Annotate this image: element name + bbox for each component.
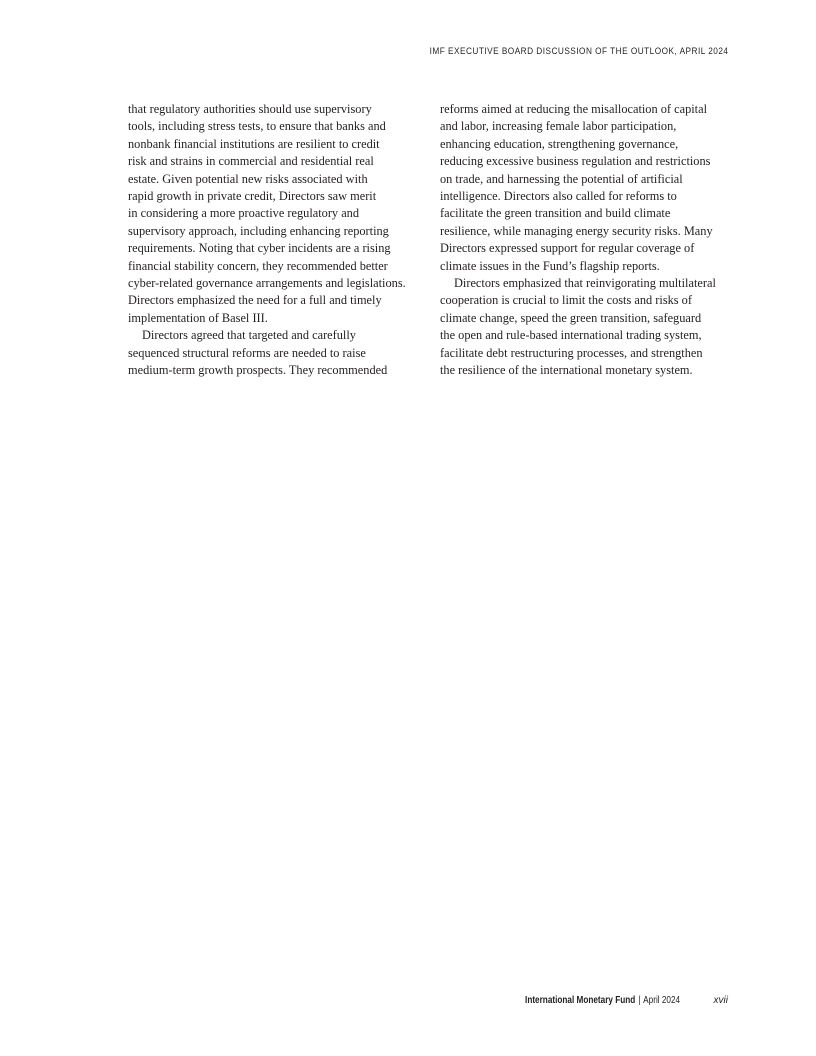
text-line: climate change, speed the green transition, safeguard xyxy=(440,310,702,325)
text-line: the open and rule-based international trading system, xyxy=(440,328,702,343)
text-line: facilitate debt restructuring processes, and strengthen xyxy=(440,345,703,360)
text-line: that regulatory authorities should use supervisory xyxy=(128,102,372,116)
text-line: Directors expressed support for regular coverage of xyxy=(440,241,695,256)
text-line: risk and strains in commercial and residential real xyxy=(128,154,374,169)
text-line: the resilience of the international monetary system. xyxy=(440,363,693,378)
footer-date: April 2024 xyxy=(643,995,680,1006)
footer-publisher xyxy=(525,995,680,1006)
footer-organization: International Monetary Fund xyxy=(524,995,636,1006)
text-line: rapid growth in private credit, Directors saw merit xyxy=(128,189,377,204)
text-line: climate issues in the Fund’s flagship reports. xyxy=(440,258,660,273)
text-line: supervisory approach, including enhancing reporting xyxy=(128,223,389,238)
text-line: and labor, increasing female labor participation, xyxy=(440,119,677,134)
text-line: reforms aimed at reducing the misallocation of capital xyxy=(440,102,708,116)
text-line: Directors agreed that targeted and carefully xyxy=(142,328,356,343)
text-line: medium-term growth prospects. They recommended xyxy=(128,363,388,378)
text-line: requirements. Noting that cyber incidents are a rising xyxy=(128,241,391,256)
text-line: nonbank financial institutions are resilient to credit xyxy=(128,136,380,151)
text-line: in considering a more proactive regulatory and xyxy=(128,206,360,221)
text-line: enhancing education, strengthening governance, xyxy=(440,136,679,151)
paragraph-multilateral-cooperation xyxy=(440,275,740,379)
text-line: reducing excessive business regulation and restrictions xyxy=(440,154,711,169)
text-line: resilience, while managing energy security risks. Many xyxy=(440,223,713,238)
text-line: cooperation is crucial to limit the costs and risks of xyxy=(440,293,692,308)
text-line: intelligence. Directors also called for reforms to xyxy=(440,189,677,204)
text-line: cyber-related governance arrangements and legislations. xyxy=(128,276,406,291)
text-line: sequenced structural reforms are needed to raise xyxy=(128,345,366,360)
paragraph-regulation xyxy=(128,101,428,327)
text-line: Directors emphasized that reinvigorating multilateral xyxy=(454,276,716,291)
text-line: facilitate the green transition and build climate xyxy=(440,206,671,221)
page-footer xyxy=(0,995,816,1011)
text-line: on trade, and harnessing the potential of artificial xyxy=(440,171,683,186)
footer-separator: | xyxy=(638,995,641,1006)
paragraph-structural-reforms xyxy=(128,327,428,379)
text-line: tools, including stress tests, to ensure that banks and xyxy=(128,119,386,134)
running-header: IMF EXECUTIVE BOARD DISCUSSION OF THE OUTLOOK, APRIL 2024 xyxy=(429,46,728,57)
page-number: xvii xyxy=(713,995,728,1006)
text-line: financial stability concern, they recommended better xyxy=(128,258,388,273)
text-line: implementation of Basel III. xyxy=(128,310,268,325)
text-line: estate. Given potential new risks associated with xyxy=(128,171,368,186)
text-line: Directors emphasized the need for a full and timely xyxy=(128,293,382,308)
right-column xyxy=(440,101,740,380)
paragraph-reforms-continued xyxy=(440,101,740,275)
left-column xyxy=(128,101,428,380)
